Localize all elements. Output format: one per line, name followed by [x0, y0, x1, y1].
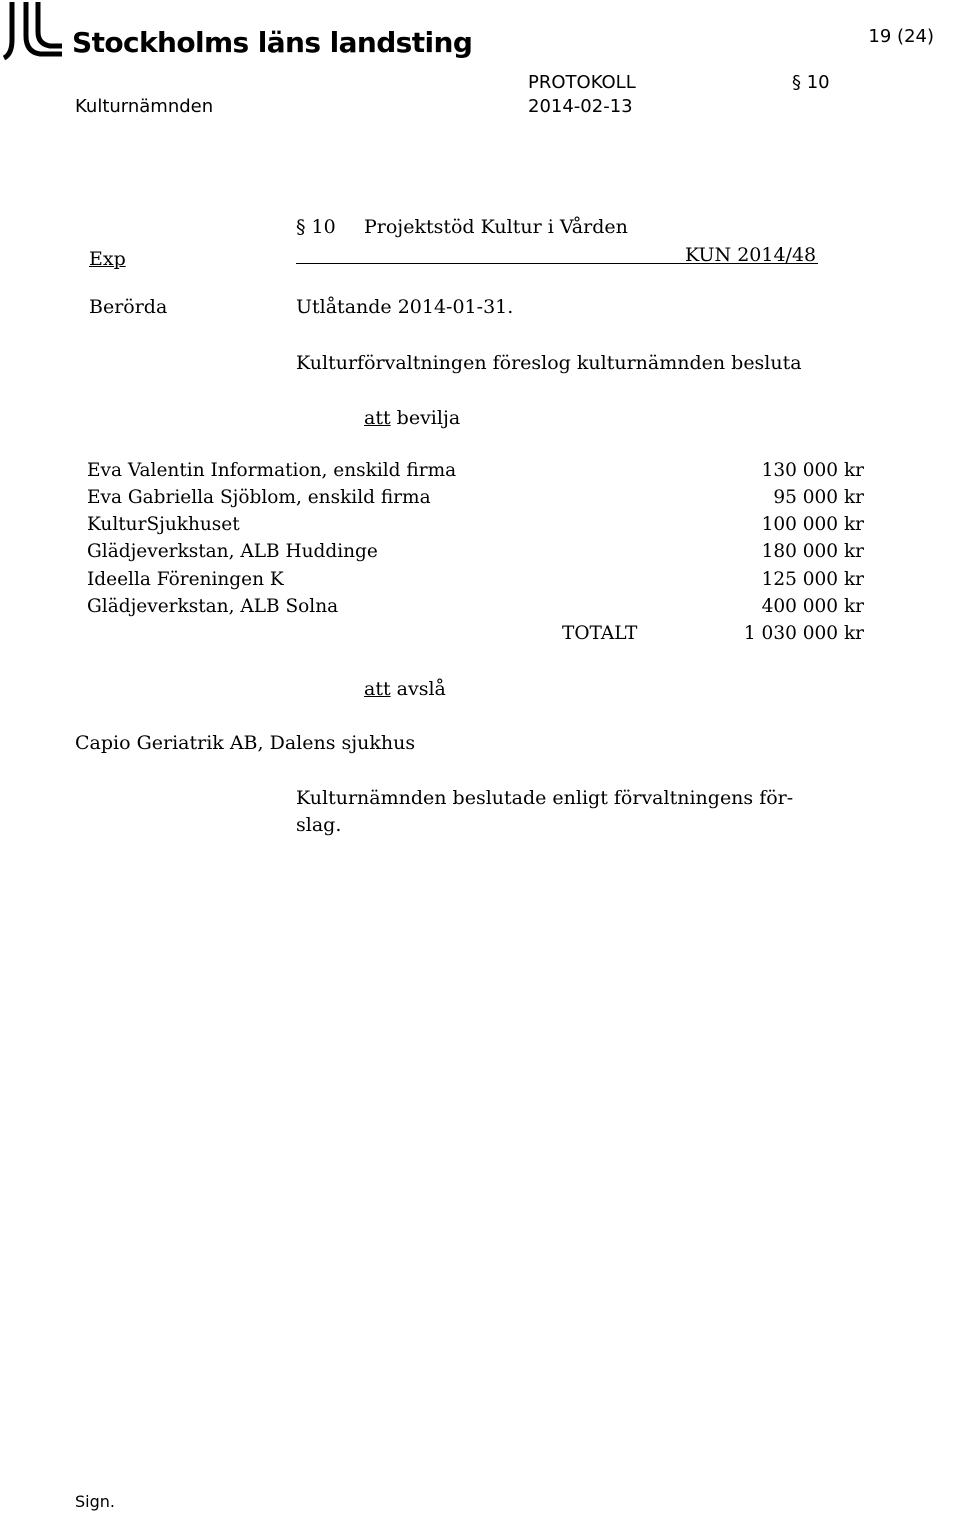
- statement-ref: Utlåtande 2014-01-31.: [296, 296, 514, 318]
- sign-label: Sign.: [75, 1492, 115, 1511]
- grant-name: Eva Gabriella Sjöblom, enskild firma: [87, 487, 431, 508]
- grant-amount: 180 000 kr: [761, 541, 864, 562]
- grant-name: Eva Valentin Information, enskild firma: [87, 460, 457, 481]
- item-title: Projektstöd Kultur i Vården: [364, 216, 628, 238]
- proposal-intro: Kulturförvaltningen föreslog kulturnämnden besluta: [296, 352, 802, 374]
- decision-line-1: Kulturnämnden beslutade enligt förvaltningens för-: [296, 787, 794, 809]
- grant-amount: 400 000 kr: [761, 596, 864, 617]
- affected-label: Berörda: [89, 296, 168, 318]
- reject-clause: [364, 678, 446, 700]
- reject-att: att: [364, 678, 391, 700]
- total-amount: 1 030 000 kr: [743, 623, 864, 644]
- section-ref: § 10: [792, 72, 830, 93]
- grant-amount: 95 000 kr: [773, 487, 864, 508]
- grant-name: Glädjeverkstan, ALB Huddinge: [87, 541, 378, 562]
- grant-amount: 125 000 kr: [761, 569, 864, 590]
- sll-logo-mark-icon: [2, 0, 72, 62]
- approve-text: bevilja: [396, 407, 461, 429]
- approve-clause: [364, 407, 460, 429]
- exp-label: Exp: [89, 248, 126, 270]
- grant-amount: 130 000 kr: [761, 460, 864, 481]
- reject-text: avslå: [396, 678, 446, 700]
- grant-name: Glädjeverkstan, ALB Solna: [87, 596, 339, 617]
- page-indicator: 19 (24): [868, 26, 934, 47]
- grant-name: Ideella Föreningen K: [87, 569, 284, 590]
- rejected-applicant: Capio Geriatrik AB, Dalens sjukhus: [75, 732, 416, 754]
- paragraph-number: § 10: [296, 216, 336, 238]
- grant-amount: 100 000 kr: [761, 514, 864, 535]
- decision-line-2: slag.: [296, 814, 342, 836]
- heading-rule: [296, 263, 818, 264]
- grant-name: KulturSjukhuset: [87, 514, 240, 535]
- approve-att: att: [364, 407, 391, 429]
- doc-type: PROTOKOLL: [528, 72, 636, 93]
- org-name: Stockholms läns landsting: [72, 26, 473, 59]
- committee-name: Kulturnämnden: [75, 96, 214, 117]
- case-number: KUN 2014/48: [685, 244, 817, 266]
- meeting-date: 2014-02-13: [528, 96, 633, 117]
- total-label: TOTALT: [562, 623, 638, 644]
